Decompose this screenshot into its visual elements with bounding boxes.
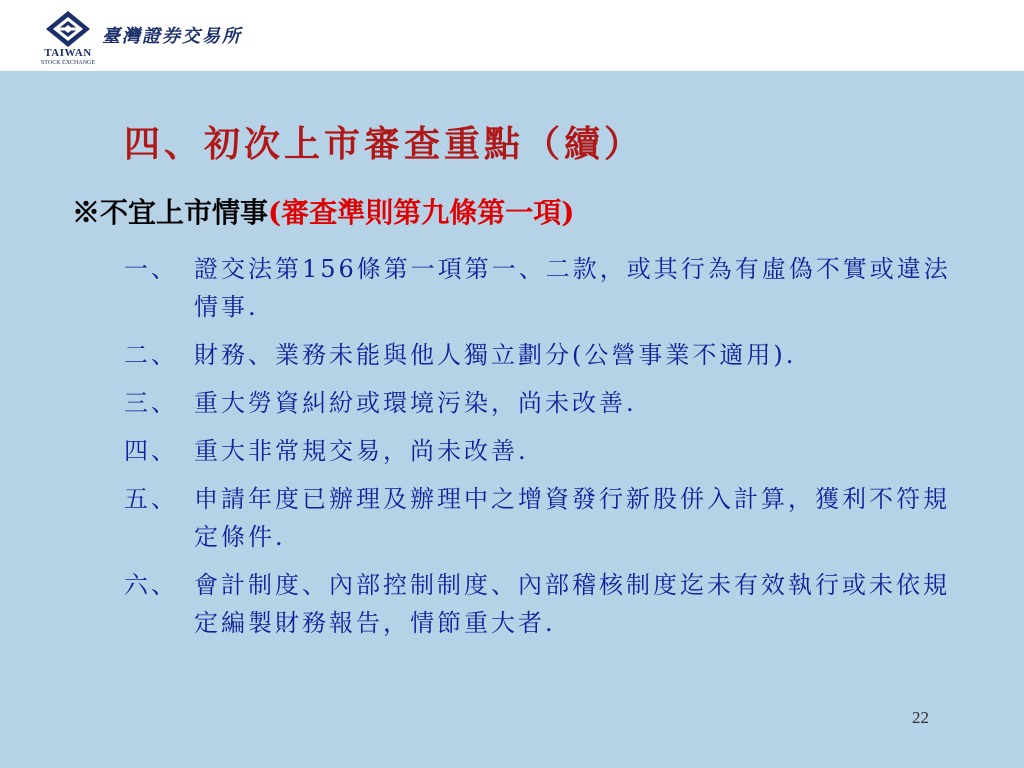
twse-logo-icon [44,10,92,48]
list-item [124,432,964,470]
organization-name: 臺灣證券交易所 [102,26,242,47]
slide-subtitle [72,191,575,231]
list-item [124,336,964,374]
item-list [124,250,964,652]
logo-text-stock-exchange: STOCK EXCHANGE [40,60,96,66]
item-text: 會計制度、內部控制制度、內部稽核制度迄未有效執行或未依規定編製財務報告，情節重大者. [194,571,950,637]
page-number: 22 [912,708,929,727]
slide-header [0,0,1024,71]
item-number: 一、 [124,255,178,283]
list-item [124,566,964,642]
item-text: 財務、業務未能與他人獨立劃分(公營事業不適用). [194,341,797,369]
logo-text-taiwan: TAIWAN [44,47,92,59]
item-number: 四、 [124,437,178,465]
item-number: 六、 [124,571,178,599]
slide-title: 四、初次上市審查重點（續） [124,123,645,165]
list-item [124,384,964,422]
item-text: 申請年度已辦理及辦理中之增資發行新股併入計算，獲利不符規定條件. [194,485,950,551]
item-text: 重大非常規交易，尚未改善. [194,437,529,465]
list-item [124,480,964,556]
subtitle-reference: (審查準則第九條第一項) [268,196,575,229]
list-item [124,250,964,326]
item-number: 五、 [124,485,178,513]
item-number: 二、 [124,341,178,369]
item-text: 重大勞資糾紛或環境污染，尚未改善. [194,389,637,417]
twse-logo [38,10,98,68]
subtitle-prefix: ※不宜上市情事 [72,196,269,229]
item-text: 證交法第156條第一項第一、二款，或其行為有虛偽不實或違法情事. [194,255,951,321]
item-number: 三、 [124,389,178,417]
